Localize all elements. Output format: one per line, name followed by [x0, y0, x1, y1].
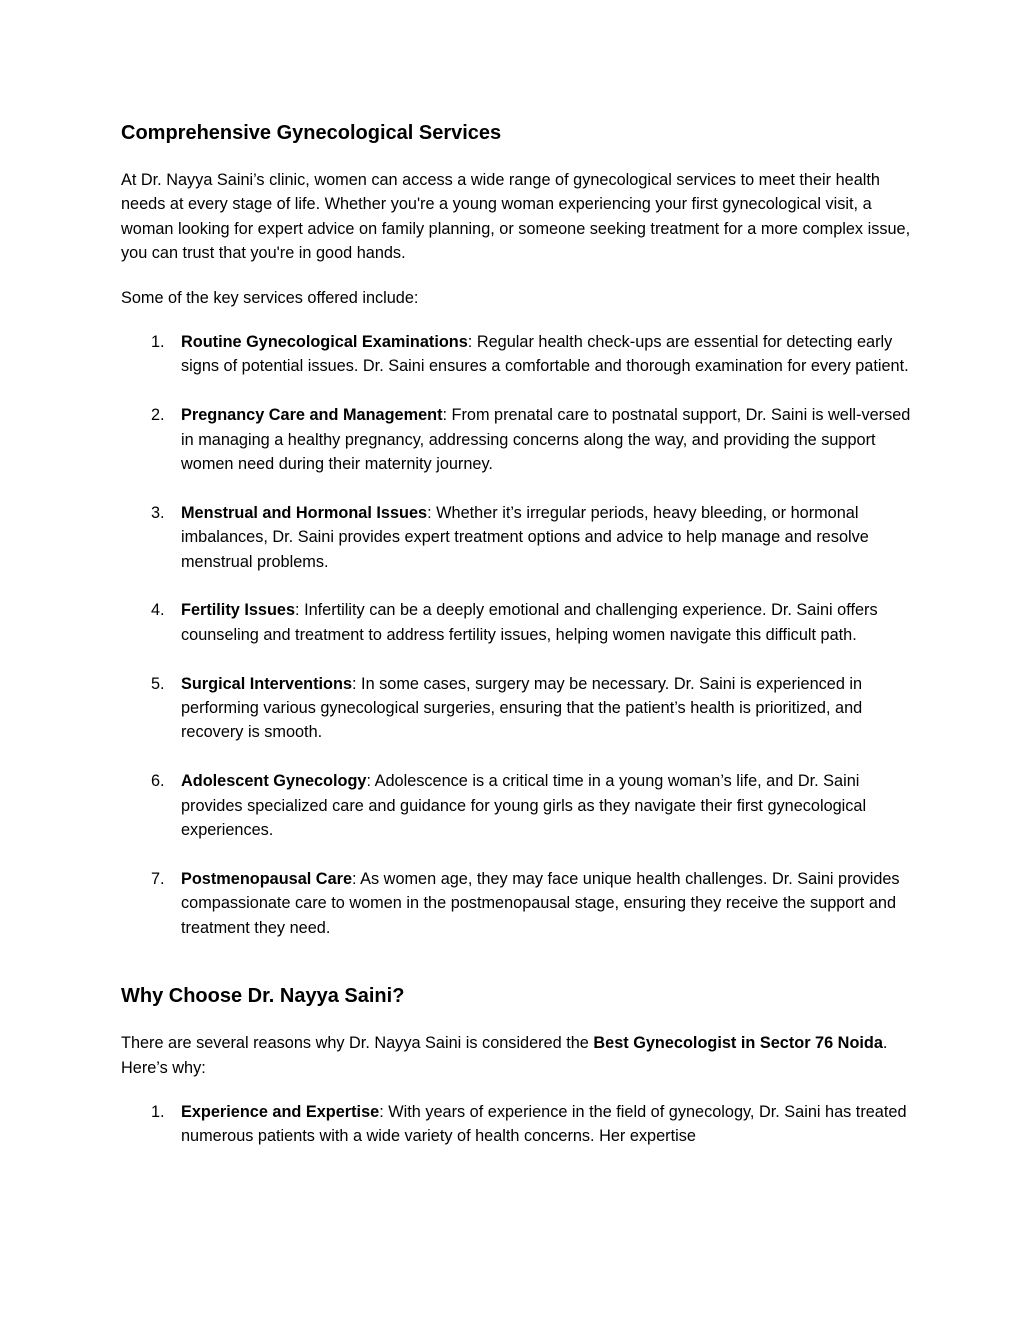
list-number: 3. — [151, 503, 165, 522]
list-item-title: Adolescent Gynecology — [181, 772, 367, 791]
list-item-text: : Regular health check-ups are essential for detecting early signs of potential issues. Dr. Saini ensures a comfortable and thorough examination for every patient. — [181, 333, 909, 376]
section-heading-why-choose: Why Choose Dr. Nayya Saini? — [121, 985, 405, 1008]
services-intro-paragraph: At Dr. Nayya Saini’s clinic, women can access a wide range of gynecological services to meet their health needs at every stage of life. Whether you're a young woman experiencing your first gynecological visit, a woman looking for expert advice on family planning, or someone seeking treatment for a more complex issue, you can trust that you're in good hands. — [121, 171, 911, 263]
list-item — [121, 330, 911, 379]
list-item — [121, 403, 911, 476]
list-item — [121, 501, 911, 574]
why-choose-intro-paragraph — [121, 1031, 911, 1080]
list-item-title: Experience and Expertise — [181, 1102, 380, 1121]
list-item-title: Menstrual and Hormonal Issues — [181, 503, 428, 522]
intro-text-after: . Here’s why: — [121, 1034, 888, 1077]
list-item — [121, 598, 911, 647]
section-heading-services: Comprehensive Gynecological Services — [121, 122, 502, 144]
list-number: 2. — [151, 406, 165, 425]
list-item-title: Pregnancy Care and Management — [181, 406, 443, 425]
list-number: 6. — [151, 772, 165, 791]
document-page — [121, 119, 911, 1149]
reasons-list — [121, 1100, 911, 1149]
list-item — [121, 672, 911, 745]
intro-text-before: There are several reasons why Dr. Nayya Saini is considered the — [121, 1034, 594, 1053]
list-item-text: : As women age, they may face unique health challenges. Dr. Saini provides compassionate care to women in the postmenopausal stage, ensuring they receive the support and treatment they need. — [181, 869, 900, 937]
list-item-title: Surgical Interventions — [181, 674, 352, 693]
list-number: 1. — [151, 333, 165, 352]
intro-highlight: Best Gynecologist in Sector 76 Noida — [593, 1034, 883, 1053]
list-item-text: : Adolescence is a critical time in a young woman’s life, and Dr. Saini provides specialized care and guidance for young girls as they navigate their first gynecological experiences. — [181, 772, 867, 840]
list-number: 7. — [151, 869, 165, 888]
list-item-title: Postmenopausal Care — [181, 869, 353, 888]
list-item-text: : Whether it’s irregular periods, heavy bleeding, or hormonal imbalances, Dr. Saini provides expert treatment options and advice to help manage and resolve menstrual problems. — [181, 503, 869, 571]
services-list — [121, 330, 911, 940]
list-item — [121, 1100, 911, 1149]
services-lead-paragraph: Some of the key services offered include: — [121, 288, 419, 307]
list-number: 5. — [151, 674, 165, 693]
list-item — [121, 867, 911, 940]
list-item-text: : Infertility can be a deeply emotional and challenging experience. Dr. Saini offers counseling and treatment to address fertility issues, helping women navigate this difficult path. — [181, 601, 878, 644]
list-item-text: : From prenatal care to postnatal support, Dr. Saini is well-versed in managing a healthy pregnancy, addressing concerns along the way, and providing the support women need during their maternity journey. — [181, 406, 911, 474]
list-item-title: Fertility Issues — [181, 601, 296, 620]
list-item-text: : With years of experience in the field of gynecology, Dr. Saini has treated numerous patients with a wide variety of health concerns. Her expertise — [181, 1102, 907, 1146]
list-item — [121, 769, 911, 842]
list-number: 1. — [151, 1102, 165, 1121]
list-item-text: : In some cases, surgery may be necessary. Dr. Saini is experienced in performing various gynecological surgeries, ensuring that the patient’s health is prioritized, and recovery is smooth. — [181, 674, 863, 742]
list-item-title: Routine Gynecological Examinations — [181, 333, 468, 352]
list-number: 4. — [151, 601, 165, 620]
